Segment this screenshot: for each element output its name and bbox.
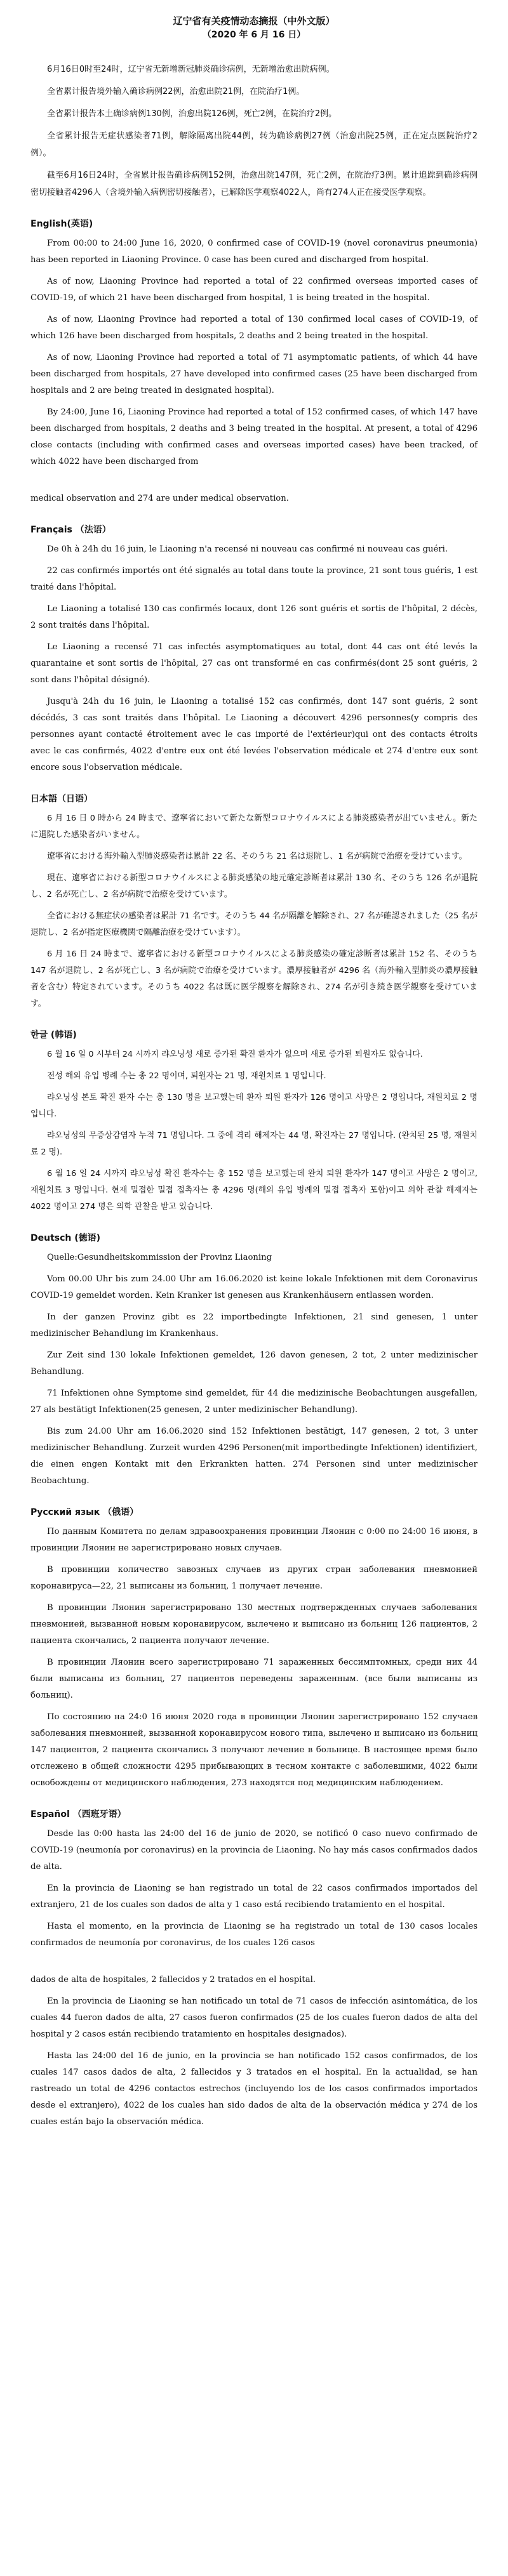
paragraph: 6 월 16 일 24 시까지 랴오닝성 확진 환자수는 총 152 명을 보고했는데 완치 퇴원 환자가 147 명이고 사망은 2 명이고, 재원치료 3 명입니다. 현재 밀접한 밀접 접촉자는 총 4296 명(해외 유입 병례의 밀접 접촉자 포함)이고 의학 관찰 해제자는 4022 명이고 274 명은 의학 관찰을 받고 있습니다.	[30, 1169, 478, 1212]
paragraph: Hasta el momento, en la provincia de Liaoning se ha registrado un total de 130 casos locales confirmados de neumonía por coronavirus, de los cuales 126 casos	[30, 1922, 478, 1948]
paragraph: 全省累计报告本土确诊病例130例，治愈出院126例，死亡2例，在院治疗2例。	[47, 109, 337, 119]
section-heading-english: English(英语)	[30, 219, 93, 229]
paragraph: As of now, Liaoning Province had reported a total of 130 confirmed local cases of COVID-19, of which 126 have been discharged from hospitals, 2 deaths and 2 being treated in the hospital.	[30, 315, 478, 341]
paragraph: 截至6月16日24时，全省累计报告确诊病例152例，治愈出院147例，死亡2例，在院治疗3例。累计追踪到确诊病例密切接触者4296人（含境外输入病例密切接触者），已解除医学观察4022人，尚有274人正在接受医学观察。	[30, 171, 478, 197]
section-korean	[30, 1029, 478, 1215]
paragraph: В провинции количество завозных случаев из других стран заболевания пневмонией коронавируса—22, 21 выписаны из больниц, 1 получает лечение.	[30, 1565, 478, 1591]
paragraph: 全省における無症状の感染者は累計 71 名です。そのうち 44 名が隔離を解除され、27 名が確認されました（25 名が退院し、2 名が指定医療機関で隔離治療を受けています）。	[30, 911, 478, 937]
section-heading-russian: Русский язык （俄语）	[30, 1507, 139, 1517]
paragraph: En la provincia de Liaoning se han notificado un total de 71 casos de infección asintomática, de los cuales 44 fueron dados de alta, 27 casos fueron confirmados (25 de los cuales fueron dados de alta del hospital y 2 casos están recibiendo tratamiento en hospitales designados).	[30, 1997, 478, 2039]
paragraph: As of now, Liaoning Province had reported a total of 71 asymptomatic patients, of which 44 have been discharged from hospitals, 27 have developed into confirmed cases (25 have been discharged from hospitals and 2 are being treated in designated hospital).	[30, 353, 478, 395]
paragraph: Bis zum 24.00 Uhr am 16.06.2020 sind 152 Infektionen bestätigt, 147 genesen, 2 tot, 3 unter medizinischer Behandlung. Zurzeit wurden 4296 Personen(mit importbedingte Infektionen) identifiziert, die einen engen Kontakt mit den Erkrankten hatten. 274 Personen sind unter medizinischer Beobachtung.	[30, 1427, 478, 1486]
paragraph: 22 cas confirmés importés ont été signalés au total dans toute la province, 21 sont tous guéris, 1 est traité dans l'hôpital.	[30, 566, 478, 592]
section-heading-french: Français （法语）	[30, 525, 111, 535]
paragraph: В провинции Ляонин всего зарегистрировано 71 зараженных бессимптомных, среди них 44 были выписаны из больниц, 27 пациентов переведены зараженным. (все были выписаны из больниц).	[30, 1658, 478, 1700]
paragraph: Jusqu'à 24h du 16 juin, le Liaoning a totalisé 152 cas confirmés, dont 147 sont guéris, 2 sont décédés, 3 cas sont traités dans l'hôpital. Le Liaoning a découvert 4296 personnes(y compris des personnes ayant contacté étroitement avec le cas importé de l'extérieur)qui ont des contacts étroits avec le cas confirmés, 4022 d'entre eux ont été levées l'observation médicale et 274 d'entre eux sont encore sous l'observation médicale.	[30, 697, 478, 772]
section-spanish	[30, 1808, 478, 2130]
section-chinese	[30, 61, 478, 201]
paragraph: 全省累计报告无症状感染者71例，解除隔离出院44例，转为确诊病例27例（治愈出院25例，正在定点医院治疗2例）。	[30, 131, 478, 158]
paragraph: Le Liaoning a totalisé 130 cas confirmés locaux, dont 126 sont guéris et sortis de l'hôpital, 2 décès, 2 sont traités dans l'hôpital.	[30, 604, 478, 630]
paragraph: 6 月 16 日 24 時まで、遼寧省における新型コロナウイルスによる肺炎感染の確定診断者は累計 152 名、そのうち 147 名が退院し、2 名が死亡し、3 名が病院で治療を受けています。濃厚接触者が 4296 名（海外輸入型肺炎の濃厚接触者を含む）特定されています。そのうち 4022 名は既に医学観察を解除され、274 名が引き続き医学観察を受けています。	[30, 949, 478, 1008]
paragraph: Hasta las 24:00 del 16 de junio, en la provincia se han notificado 152 casos confirmados, de los cuales 147 casos dados de alta, 2 fallecidos y 3 tratados en el hospital. En la actualidad, se han rastreado un total de 4296 contactos estrechos (incluyendo los de los casos confirmados importados desde el extranjero), 4022 de los cuales han sido dados de alta de la observación médica y 274 de los cuales están bajo la observación médica.	[30, 2051, 478, 2127]
paragraph: В провинции Ляонин зарегистрировано 130 местных подтвержденных случаев заболевания пневмонией, вызванной новым коронавирусом, вылечено и выписано из больниц 126 пациентов, 2 пациента скончались, 2 пациента получают лечение.	[30, 1603, 478, 1646]
paragraph: 現在、遼寧省における新型コロナウイルスによる肺炎感染の地元確定診断者は累計 130 名、そのうち 126 名が退院し、2 名が死亡し、2 名が病院で治療を受けています。	[30, 873, 478, 899]
section-heading-german: Deutsch (德语)	[30, 1233, 101, 1243]
paragraph: 6月16日0时至24时，辽宁省无新增新冠肺炎确诊病例，无新增治愈出院病例。	[47, 65, 335, 74]
paragraph: medical observation and 274 are under medical observation.	[30, 494, 289, 503]
paragraph: De 0h à 24h du 16 juin, le Liaoning n'a recensé ni nouveau cas confirmé ni nouveau cas guéri.	[47, 545, 448, 554]
document-title: 辽宁省有关疫情动态摘报（中外文版）	[173, 15, 335, 27]
paragraph: По состоянию на 24:0 16 июня 2020 года в провинции Ляонин зарегистрировано 152 случаев заболевания пневмонией, вызванной коронавирусом нового типа, вылечено и выписано из больниц 147 пациентов, 2 пациента скончались 3 получают лечение в больнице. В настоящее время было отслежено в общей сложности 4295 прибывающих в тесном контакте с заболевшими, 4022 были освобождены от медицинского наблюдения, 273 находятся под медицинским наблюдением.	[30, 1712, 478, 1788]
section-heading-korean: 한글 (韩语)	[30, 1030, 77, 1040]
document-date: （2020 年 6 月 16 日）	[202, 30, 306, 40]
paragraph: 6 월 16 일 0 시부터 24 시까지 랴오닝성 새로 증가된 확진 환자가 없으며 새로 증가된 퇴원자도 없습니다.	[47, 1050, 423, 1059]
section-russian	[30, 1506, 478, 1792]
paragraph: En la provincia de Liaoning se han registrado un total de 22 casos confirmados importados del extranjero, 21 de los cuales son dados de alta y 1 caso está recibiendo tratamiento en el hospital.	[30, 1884, 478, 1910]
paragraph: Le Liaoning a recensé 71 cas infectés asymptomatiques au total, dont 44 cas ont été levés la quarantaine et sont sortis de l'hôpital, 27 cas ont transformé en cas confirmés(dont 25 sont guéris, 2 sont dans l'hôpital désigné).	[30, 642, 478, 685]
section-german	[30, 1232, 478, 1489]
paragraph: 랴오닝성의 무증상감염자 누적 71 명입니다. 그 중에 격리 해제자는 44 명, 확진자는 27 명입니다. (완치된 25 명, 재원치료 2 명).	[30, 1131, 478, 1157]
section-french	[30, 524, 478, 776]
paragraph: Vom 00.00 Uhr bis zum 24.00 Uhr am 16.06.2020 ist keine lokale Infektionen mit dem Coronavirus COVID-19 gemeldet worden. Kein Kranker ist genesen aus Krankenhäusern entlassen worden.	[30, 1274, 478, 1300]
paragraph: 遼寧省における海外輸入型肺炎感染者は累計 22 名、そのうち 21 名は退院し、1 名が病院で治療を受けています。	[47, 852, 467, 861]
section-heading-japanese: 日本語（日语）	[30, 794, 93, 804]
paragraph: 全省累计报告境外输入确诊病例22例，治愈出院21例，在院治疗1例。	[47, 87, 305, 96]
section-japanese	[30, 793, 478, 1012]
paragraph: 랴오닝성 본토 확진 환자 수는 총 130 명을 보고했는데 환자 퇴원 환자가 126 명이고 사망은 2 명입니다, 재원치료 2 명입니다.	[30, 1093, 478, 1119]
paragraph: Quelle:Gesundheitskommission der Provinz Liaoning	[47, 1253, 272, 1262]
paragraph: As of now, Liaoning Province had reported a total of 22 confirmed overseas imported cases of COVID-19, of which 21 have been discharged from hospital, 1 is being treated in the hospital.	[30, 277, 478, 303]
section-heading-spanish: Español （西班牙语）	[30, 1809, 126, 1820]
paragraph: In der ganzen Provinz gibt es 22 importbedingte Infektionen, 21 sind genesen, 1 unter medizinischer Behandlung im Krankenhaus.	[30, 1312, 478, 1338]
paragraph: По данным Комитета по делам здравоохранения провинции Ляонин с 0:00 по 24:00 16 июня, в провинции Ляонин не зарегистрировано новых случаев.	[30, 1527, 478, 1553]
paragraph: 71 Infektionen ohne Symptome sind gemeldet, für 44 die medizinische Beobachtungen ausgefallen, 27 als bestätigt Infektionen(25 genesen, 2 unter medizinischer Behandlung).	[30, 1389, 478, 1415]
paragraph: dados de alta de hospitales, 2 fallecidos y 2 tratados en el hospital.	[30, 1975, 316, 1985]
paragraph: By 24:00, June 16, Liaoning Province had reported a total of 152 confirmed cases, of which 147 have been discharged from hospitals, 2 deaths and 3 being treated in the hospital. At present, a total of 4296 close contacts (including with confirmed cases and overseas imported cases) have been tracked, of which 4022 have been discharged from	[30, 407, 478, 466]
paragraph: Desde las 0:00 hasta las 24:00 del 16 de junio de 2020, se notificó 0 caso nuevo confirmado de COVID-19 (neumonía por coronavirus) en la provincia de Liaoning. No hay más casos confirmados dados de alta.	[30, 1829, 478, 1872]
paragraph: Zur Zeit sind 130 lokale Infektionen gemeldet, 126 davon genesen, 2 tot, 2 unter medizinischer Behandlung.	[30, 1351, 478, 1377]
section-english	[30, 218, 478, 507]
paragraph: 6 月 16 日 0 時から 24 時まで、遼寧省において新たな新型コロナウイルスによる肺炎感染者が出ていません。新たに退院した感染者がいません。	[30, 814, 478, 840]
paragraph: From 00:00 to 24:00 June 16, 2020, 0 confirmed case of COVID-19 (novel coronavirus pneumonia) has been reported in Liaoning Province. 0 case has been cured and discharged from hospital.	[30, 239, 478, 265]
paragraph: 전성 해외 유입 병례 수는 총 22 명이며, 퇴원자는 21 명, 재원치료 1 명입니다.	[47, 1071, 326, 1081]
